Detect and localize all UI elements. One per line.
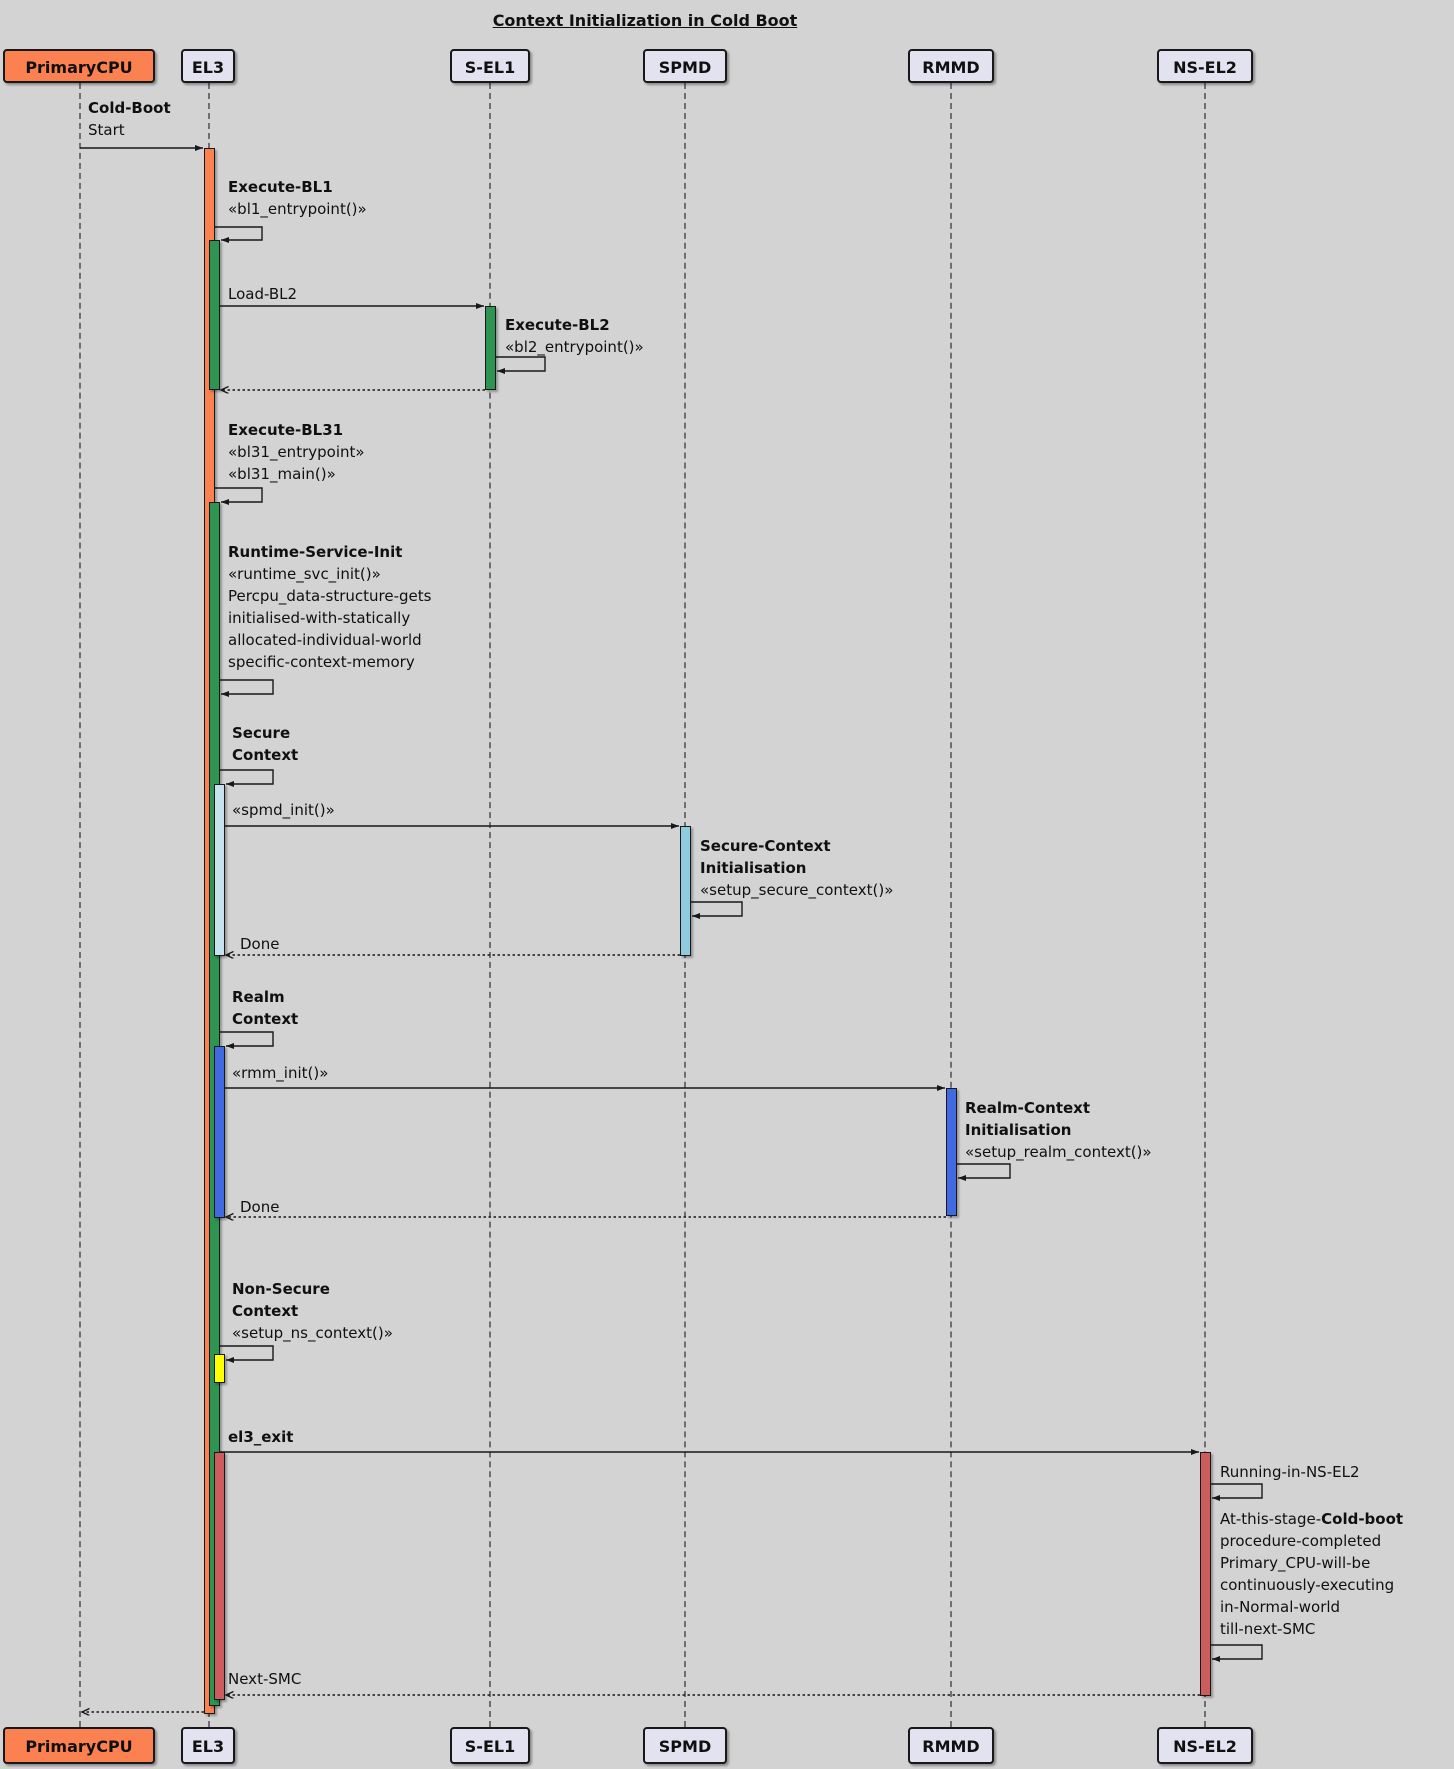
message-realm-context-init: Realm-Context Initialisation «setup_realm_context()» xyxy=(965,1099,1152,1161)
message-secure-context: Secure Context xyxy=(232,724,299,764)
participant-s-el1-top: S-EL1 xyxy=(450,49,530,83)
message-cold-boot-complete: At-this-stage-Cold-boot procedure-completed Primary_CPU-will-be continuously-executing in-Normal-world till-next-SMC xyxy=(1220,1510,1404,1638)
participant-el3-bottom: EL3 xyxy=(181,1727,235,1764)
message-running-ns-el2: Running-in-NS-EL2 xyxy=(1220,1463,1360,1481)
message-done-spmd: Done xyxy=(240,935,280,953)
message-load-bl2: Load-BL2 xyxy=(228,285,298,303)
message-execute-bl1: Execute-BL1 «bl1_entrypoint()» xyxy=(228,178,367,218)
participant-ns-el2-top: NS-EL2 xyxy=(1157,49,1253,83)
participant-spmd-bottom: SPMD xyxy=(643,1727,727,1764)
participant-spmd-top: SPMD xyxy=(643,49,727,83)
participant-el3-top: EL3 xyxy=(181,49,235,83)
message-runtime-service-init: Runtime-Service-Init «runtime_svc_init()» Percpu_data-structure-gets initialised-with-statically allocated-individual-world specific-context-memory xyxy=(228,543,432,671)
participant-ns-el2-bottom: NS-EL2 xyxy=(1157,1727,1253,1764)
message-cold-boot: Cold-Boot Start xyxy=(88,99,171,139)
message-realm-context: Realm Context xyxy=(232,988,299,1028)
message-done-rmmd: Done xyxy=(240,1198,280,1216)
message-next-smc: Next-SMC xyxy=(228,1670,302,1688)
participant-s-el1-bottom: S-EL1 xyxy=(450,1727,530,1764)
participant-primarycpu-top: PrimaryCPU xyxy=(3,49,155,83)
message-execute-bl31: Execute-BL31 «bl31_entrypoint» «bl31_main()» xyxy=(228,421,365,483)
message-ns-context: Non-Secure Context «setup_ns_context()» xyxy=(232,1280,393,1342)
participant-primarycpu-bottom: PrimaryCPU xyxy=(3,1727,155,1764)
message-execute-bl2: Execute-BL2 «bl2_entrypoint()» xyxy=(505,316,644,356)
message-rmm-init: «rmm_init()» xyxy=(232,1064,329,1082)
participant-rmmd-top: RMMD xyxy=(908,49,994,83)
message-el3-exit: el3_exit xyxy=(228,1428,294,1446)
diagram-title: Context Initialization in Cold Boot xyxy=(492,11,798,30)
message-spmd-init: «spmd_init()» xyxy=(232,801,335,819)
message-secure-context-init: Secure-Context Initialisation «setup_secure_context()» xyxy=(700,837,894,899)
participant-rmmd-bottom: RMMD xyxy=(908,1727,994,1764)
